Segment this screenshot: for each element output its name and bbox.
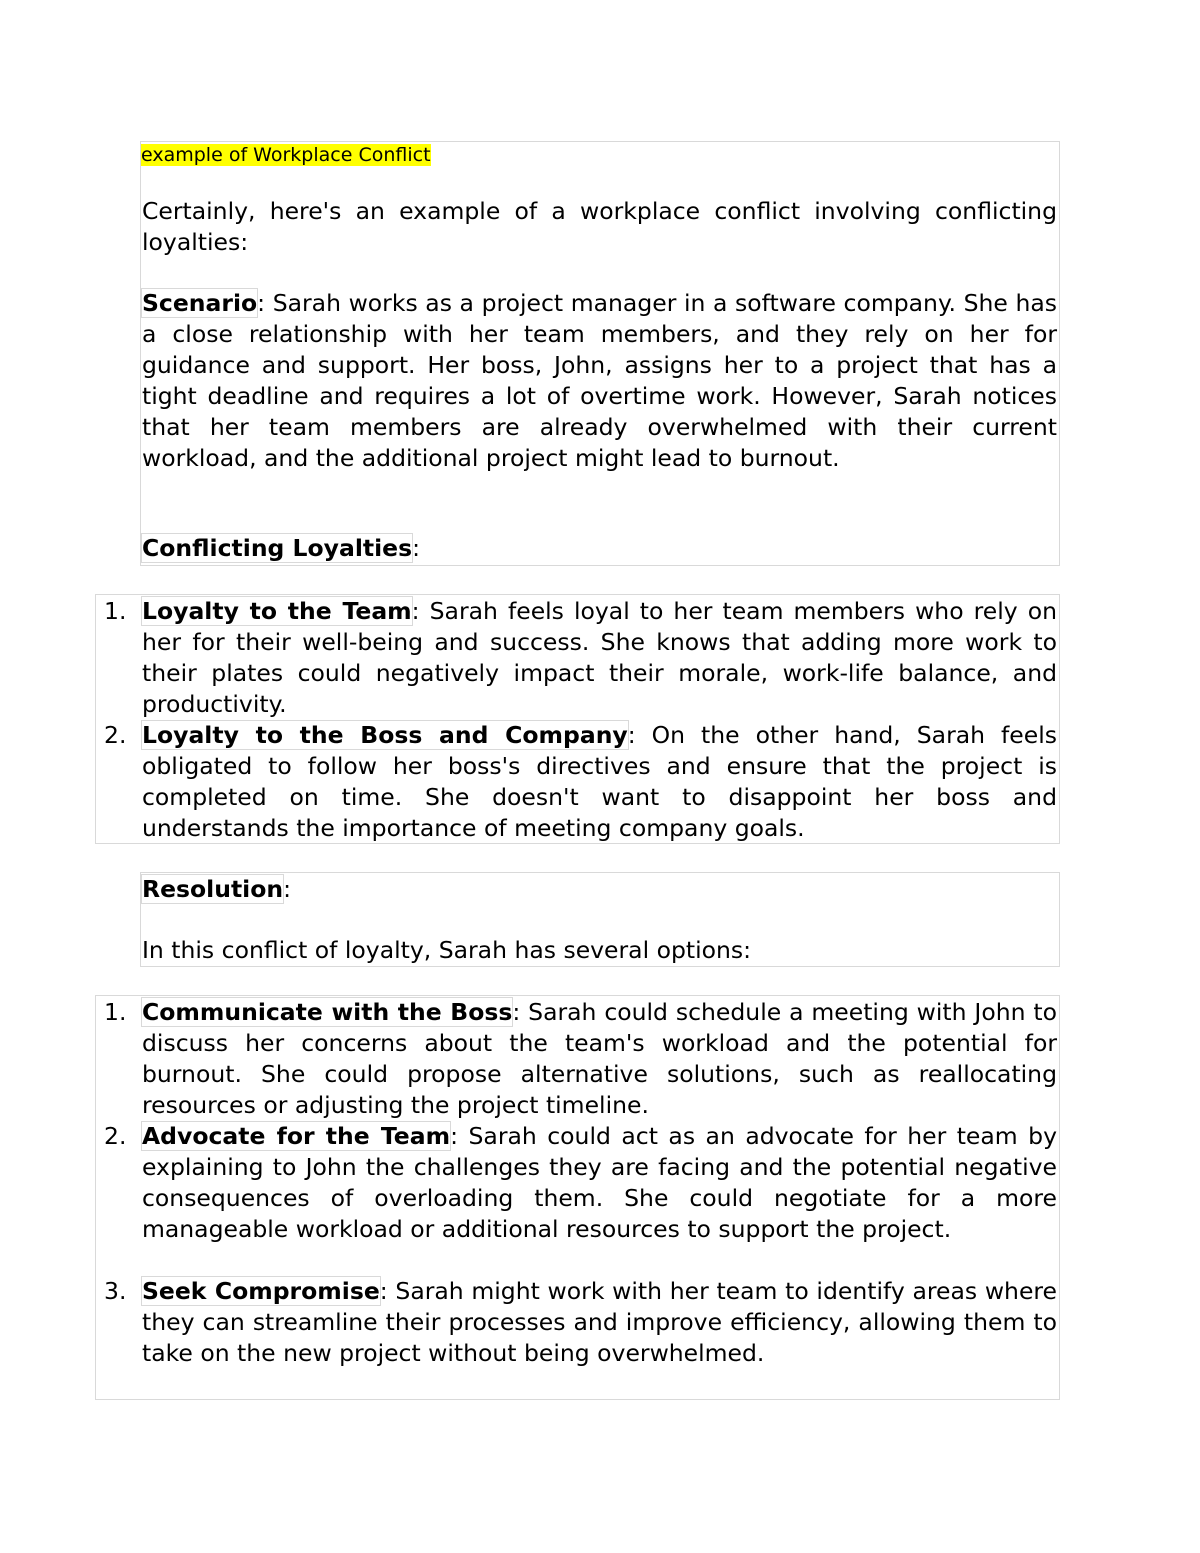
list-item-text: : On the other hand, Sarah feels obligated to follow her boss's directives and ensure that the project is completed on time. She doesn't want to disappoint her boss and understands the importance of meeting company goals. [142,721,1057,842]
list-item-label: Loyalty to the Team [142,597,412,625]
list-number: 1. [104,597,127,625]
resolution-intro [142,935,1057,966]
list-item-label: Seek Compromise [142,1277,380,1305]
list-number: 2. [104,721,127,749]
list-item-text: : Sarah might work with her team to identify areas where they can streamline their processes and improve efficiency, allowing them to take on the new project without being overwhelmed. [142,1277,1058,1367]
list-number: 2. [104,1122,127,1150]
scenario-text: : Sarah works as a project manager in a software company. She has a close relationship with her team members, and they rely on her for guidance and support. Her boss, John, assigns her to a project that has a tight deadline and requires a lot of overtime work. However, Sarah notices that her team members are already overwhelmed with their current workload, and the additional project might lead to burnout. [142,289,1057,472]
list-item-text: : Sarah could schedule a meeting with John to discuss her concerns about the team's workload and the potential for burnout. She could propose alternative solutions, such as reallocating resources or adjusting the project timeline. [142,998,1057,1119]
list-item-label: Loyalty to the Boss and Company [142,721,628,749]
loyalties-label: Conflicting Loyalties [142,534,413,562]
list-item [142,1121,1057,1245]
list-item [142,997,1057,1121]
list-item-label: Communicate with the Boss [142,998,513,1026]
list-item [142,720,1057,844]
resolution-intro-text: In this conflict of loyalty, Sarah has several options: [142,936,752,964]
list-number: 1. [104,998,127,1026]
intro-text: Certainly, here's an example of a workplace conflict involving conflicting loyalties: [142,197,1057,256]
list-item-text: : Sarah feels loyal to her team members who rely on her for their well-being and success. She knows that adding more work to their plates could negatively impact their morale, work-life balance, and productivity. [142,597,1057,718]
resolution-heading [142,874,1057,905]
document-title [141,141,431,169]
list-item-text: : Sarah could act as an advocate for her team by explaining to John the challenges they are facing and the potential negative consequences of overloading them. She could negotiate for a more manageable workload or additional resources to support the project. [142,1122,1057,1243]
scenario-label: Scenario [142,289,258,317]
scenario-paragraph [142,288,1057,474]
list-item [142,596,1057,720]
list-number: 3. [104,1277,127,1305]
resolution-label: Resolution [142,875,284,903]
loyalties-suffix: : [412,534,421,562]
resolution-suffix: : [283,875,292,903]
loyalties-heading [142,533,1057,564]
list-item-label: Advocate for the Team [142,1122,451,1150]
list-item [142,1276,1057,1369]
intro-paragraph [142,196,1057,258]
highlighted-title-text: example of Workplace Conflict [141,144,431,166]
